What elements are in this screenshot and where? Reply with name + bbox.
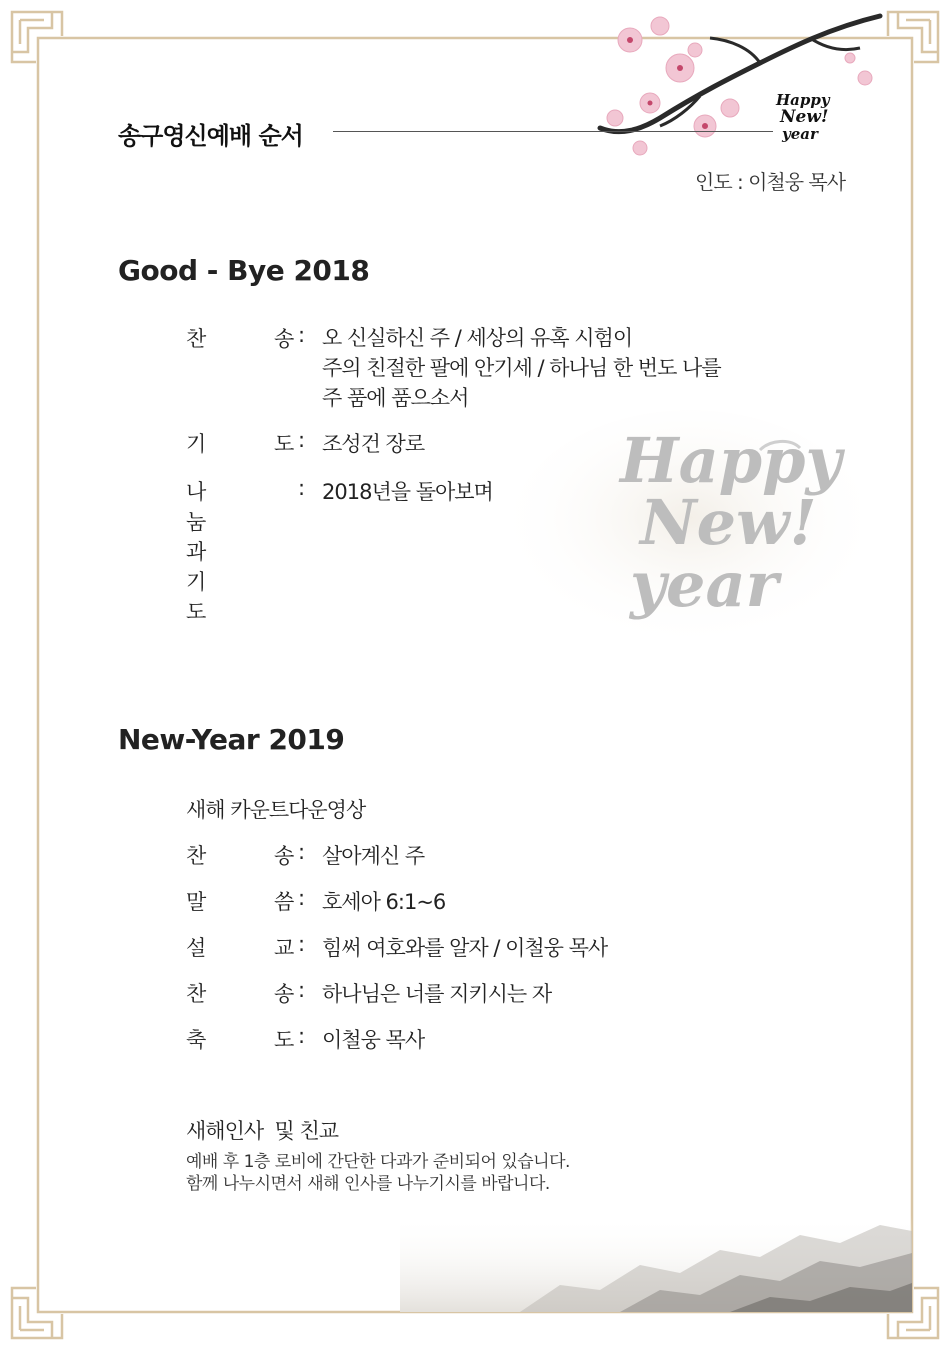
row-label-b: 씀	[274, 890, 294, 914]
row-colon: :	[298, 840, 305, 864]
logo-line-3: year	[782, 125, 818, 143]
countdown-video: 새해 카운트다운영상	[186, 798, 366, 822]
row-label-a: 찬	[186, 844, 206, 868]
section-heading-goodbye: Good - Bye 2018	[118, 254, 370, 287]
row-value: 이철웅 목사	[322, 1028, 425, 1052]
row-value-line: 오 신실하신 주 / 세상의 유혹 시험이	[322, 326, 633, 350]
plum-blossom-branch-illustration	[580, 8, 900, 168]
row-label-b: 도	[274, 432, 294, 456]
row-label-a: 말	[186, 890, 206, 914]
note-line: 함께 나누시면서 새해 인사를 나누기시를 바랍니다.	[186, 1174, 550, 1194]
watermark-line-3: year	[630, 548, 779, 621]
fellowship-title: 새해인사 및 친교	[186, 1119, 339, 1143]
row-colon: :	[298, 932, 305, 956]
happy-new-year-logo	[776, 92, 838, 158]
row-value: 하나님은 너를 지키시는 자	[322, 982, 552, 1006]
row-value-line: 주의 친절한 팔에 안기세 / 하나님 한 번도 나를	[322, 356, 721, 380]
row-value: 살아계신 주	[322, 844, 425, 868]
row-colon: :	[298, 1024, 305, 1048]
row-label-a: 찬	[186, 327, 206, 351]
section-heading-newyear: New-Year 2019	[118, 723, 345, 756]
row-label-b: 송	[274, 327, 294, 351]
row-label-a: 설	[186, 936, 206, 960]
row-colon: :	[298, 978, 305, 1002]
row-label-wide: 나눔과 기도	[186, 480, 206, 624]
happy-new-year-watermark	[500, 410, 860, 660]
row-colon: :	[298, 886, 305, 910]
row-value: 2018년을 돌아보며	[322, 480, 493, 504]
note-line: 예배 후 1층 로비에 간단한 다과가 준비되어 있습니다.	[186, 1152, 570, 1172]
row-label-a: 기	[186, 432, 206, 456]
row-label-b: 교	[274, 936, 294, 960]
row-colon: :	[298, 323, 305, 347]
row-value: 조성건 장로	[322, 432, 425, 456]
row-value-line: 주 품에 품으소서	[322, 386, 469, 410]
misty-forest-illustration	[400, 1195, 912, 1312]
row-label-b: 송	[274, 982, 294, 1006]
row-colon: :	[298, 476, 305, 500]
title-divider	[333, 131, 773, 132]
watermark-line-2: New!	[640, 486, 817, 559]
logo-line-2: New!	[780, 107, 829, 127]
row-label-a: 찬	[186, 982, 206, 1006]
fellowship-note	[186, 1151, 570, 1195]
row-label-b: 도	[274, 1028, 294, 1052]
row-value: 힘써 여호와를 알자 / 이철웅 목사	[322, 936, 608, 960]
row-value: 호세아 6:1~6	[322, 890, 446, 914]
watermark-line-1: Happy	[620, 424, 842, 497]
logo-line-1: Happy	[776, 91, 830, 109]
row-label-b: 송	[274, 844, 294, 868]
page-title: 송구영신예배 순서	[118, 122, 303, 150]
service-leader: 인도 : 이철웅 목사	[695, 170, 846, 194]
row-colon: :	[298, 428, 305, 452]
row-value	[322, 323, 721, 413]
row-label-a: 축	[186, 1028, 206, 1052]
